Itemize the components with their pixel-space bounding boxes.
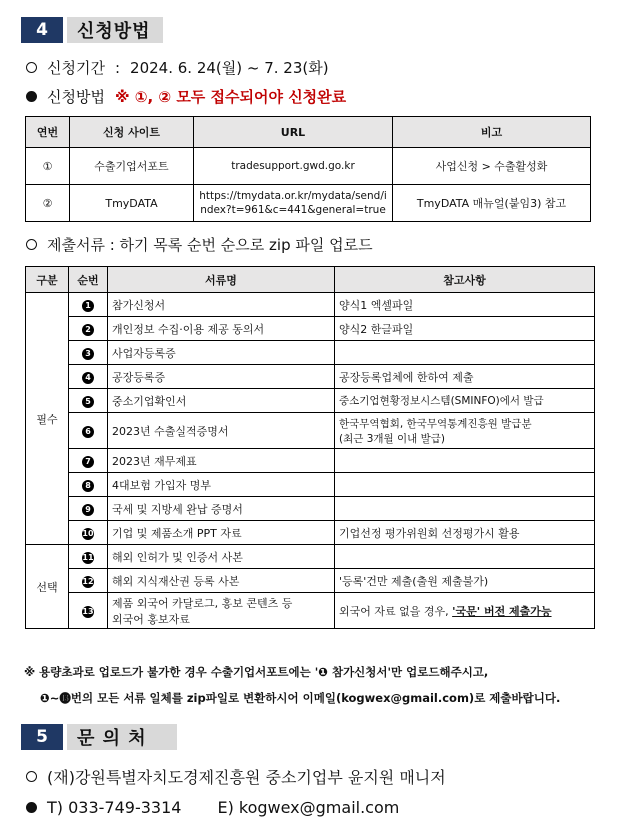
row-number: ① bbox=[26, 148, 70, 185]
doc-ref bbox=[335, 497, 595, 521]
section-number: 4 bbox=[21, 17, 63, 43]
site-url[interactable]: tradesupport.gwd.go.kr bbox=[194, 148, 393, 185]
number-badge: 11 bbox=[82, 552, 94, 562]
col-header: URL bbox=[194, 117, 393, 148]
table-row bbox=[26, 389, 595, 413]
doc-name: 사업자등록증 bbox=[108, 341, 335, 365]
doc-ref: 양식2 한글파일 bbox=[335, 317, 595, 341]
table-row bbox=[26, 185, 591, 222]
site-name: 수출기업서포트 bbox=[70, 148, 194, 185]
col-header: 참고사항 bbox=[335, 267, 595, 293]
doc-name: 2023년 수출실적증명서 bbox=[108, 413, 335, 449]
doc-ref bbox=[335, 593, 595, 629]
bullet-filled-circle-icon bbox=[26, 91, 37, 102]
number-badge: 7 bbox=[82, 456, 94, 468]
number-badge: 1 bbox=[82, 300, 94, 312]
doc-name: 개인정보 수집·이용 제공 동의서 bbox=[108, 317, 335, 341]
doc-ref bbox=[335, 449, 595, 473]
url-line: ndex?t=961&c=441&general=true bbox=[200, 204, 386, 216]
site-remark: TmyDATA 매뉴얼(붙임3) 참고 bbox=[393, 185, 591, 222]
doc-ref: 중소기업현황정보시스템(SMINFO)에서 발급 bbox=[335, 389, 595, 413]
footnote-line-1: ※ 용량초과로 업로드가 불가한 경우 수출기업서포트에는 '❶ 참가신청서'만 업로드해주시고, bbox=[24, 665, 489, 679]
bullet-filled-circle-icon bbox=[26, 802, 37, 813]
table-row bbox=[26, 593, 595, 629]
table-row bbox=[26, 293, 595, 317]
table-row bbox=[26, 413, 595, 449]
number-badge: 2 bbox=[82, 324, 94, 336]
doc-name: 2023년 재무제표 bbox=[108, 449, 335, 473]
method-line bbox=[26, 86, 346, 107]
section-4-header bbox=[21, 17, 163, 43]
contact-org-line bbox=[26, 765, 446, 788]
doc-name bbox=[108, 593, 335, 629]
section-title: 문 의 처 bbox=[67, 724, 177, 750]
doc-name: 기업 및 제품소개 PPT 자료 bbox=[108, 521, 335, 545]
site-url[interactable] bbox=[194, 185, 393, 222]
doc-name: 해외 지식재산권 등록 사본 bbox=[108, 569, 335, 593]
number-badge: 13 bbox=[82, 606, 94, 616]
period-sep: : bbox=[114, 58, 121, 77]
bullet-circle-icon bbox=[26, 62, 37, 73]
doc-ref bbox=[335, 473, 595, 497]
method-note: ※ ①, ② 모두 접수되어야 신청완료 bbox=[114, 88, 347, 106]
doc-name: 중소기업확인서 bbox=[108, 389, 335, 413]
number-badge: 5 bbox=[82, 396, 94, 408]
ref-line: (최근 3개월 이내 발급) bbox=[339, 432, 446, 445]
group-optional: 선택 bbox=[26, 545, 69, 629]
table-row bbox=[26, 341, 595, 365]
name-line: 제품 외국어 카달로그, 홍보 콘텐츠 등 bbox=[112, 596, 293, 610]
number-badge: 3 bbox=[82, 348, 94, 360]
contact-email[interactable]: E) kogwex@gmail.com bbox=[217, 798, 400, 817]
period-value: 2024. 6. 24(월) ~ 7. 23(화) bbox=[130, 59, 329, 77]
period-label: 신청기간 bbox=[47, 59, 105, 77]
docs-intro-line bbox=[26, 234, 373, 255]
doc-ref: 공장등록업체에 한하여 제출 bbox=[335, 365, 595, 389]
number-badge: 4 bbox=[82, 372, 94, 384]
section-number: 5 bbox=[21, 724, 63, 750]
doc-name: 해외 인허가 및 인증서 사본 bbox=[108, 545, 335, 569]
docs-intro: 제출서류 : 하기 목록 순번 순으로 zip 파일 업로드 bbox=[47, 236, 373, 254]
contact-tel: T) 033-749-3314 bbox=[47, 798, 182, 817]
table-row bbox=[26, 521, 595, 545]
doc-ref bbox=[335, 341, 595, 365]
col-header: 신청 사이트 bbox=[70, 117, 194, 148]
table-row bbox=[26, 569, 595, 593]
col-header: 비고 bbox=[393, 117, 591, 148]
number-badge: 6 bbox=[82, 426, 94, 438]
row-number: ② bbox=[26, 185, 70, 222]
table-row bbox=[26, 148, 591, 185]
section-title: 신청방법 bbox=[67, 17, 163, 43]
number-badge: 8 bbox=[82, 480, 94, 492]
url-line: https://tmydata.or.kr/mydata/send/i bbox=[199, 190, 387, 202]
site-name: TmyDATA bbox=[70, 185, 194, 222]
group-required: 필수 bbox=[26, 293, 69, 545]
docs-table bbox=[25, 266, 595, 629]
table-row bbox=[26, 545, 595, 569]
doc-name: 공장등록증 bbox=[108, 365, 335, 389]
doc-name: 4대보험 가입자 명부 bbox=[108, 473, 335, 497]
contact-info-line bbox=[26, 798, 399, 817]
doc-ref bbox=[335, 413, 595, 449]
period-line bbox=[26, 57, 329, 78]
contact-org: (재)강원특별자치도경제진흥원 중소기업부 윤지원 매니저 bbox=[47, 768, 446, 787]
table-row bbox=[26, 365, 595, 389]
footnote-line-2: ❶~⓭번의 모든 서류 일체를 zip파일로 변환하시어 이메일(kogwex@gmail.com)로 제출바랍니다. bbox=[40, 691, 561, 705]
table-row bbox=[26, 449, 595, 473]
doc-ref: 기업선정 평가위원회 선정평가시 활용 bbox=[335, 521, 595, 545]
name-line: 외국어 홍보자료 bbox=[112, 612, 190, 626]
doc-ref bbox=[335, 545, 595, 569]
number-badge: 10 bbox=[82, 528, 94, 538]
section-5-header bbox=[21, 724, 177, 750]
site-remark: 사업신청 > 수출활성화 bbox=[393, 148, 591, 185]
number-badge: 12 bbox=[82, 576, 94, 586]
ref-text: 외국어 자료 없을 경우, bbox=[339, 604, 453, 618]
col-header: 연번 bbox=[26, 117, 70, 148]
table-row bbox=[26, 473, 595, 497]
doc-ref: '등록'건만 제출(출원 제출불가) bbox=[335, 569, 595, 593]
table-row bbox=[26, 317, 595, 341]
col-header: 구분 bbox=[26, 267, 69, 293]
doc-name: 참가신청서 bbox=[108, 293, 335, 317]
number-badge: 9 bbox=[82, 504, 94, 516]
doc-name: 국세 및 지방세 완납 증명서 bbox=[108, 497, 335, 521]
sites-table bbox=[25, 116, 591, 222]
bullet-circle-icon bbox=[26, 771, 37, 782]
method-label: 신청방법 bbox=[47, 88, 105, 106]
col-header: 서류명 bbox=[108, 267, 335, 293]
ref-emphasis: '국문' 버전 제출가능 bbox=[452, 604, 552, 618]
table-row bbox=[26, 497, 595, 521]
bullet-circle-icon bbox=[26, 239, 37, 250]
ref-line: 한국무역협회, 한국무역통계진흥원 발급분 bbox=[339, 417, 532, 430]
doc-ref: 양식1 엑셀파일 bbox=[335, 293, 595, 317]
col-header: 순번 bbox=[69, 267, 108, 293]
